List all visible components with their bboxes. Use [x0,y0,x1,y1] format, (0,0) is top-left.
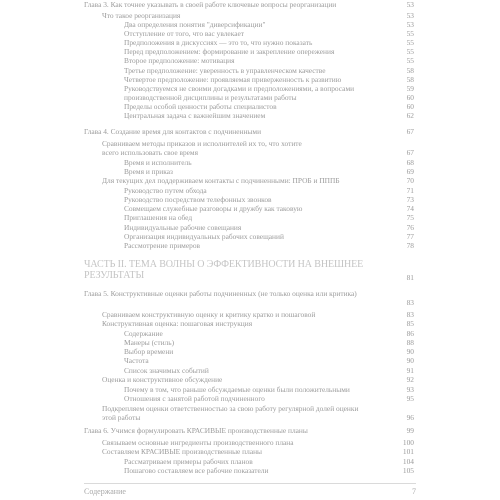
toc-subsection[interactable]: Пошагово составляем все рабочие показатели [124,466,269,475]
toc-page-number: 74 [406,204,414,213]
toc-page-number: 90 [406,347,414,356]
toc-page-number: 60 [406,102,414,111]
toc-section[interactable]: Сравниваем конструктивную оценку и критику кратко и пошаговой [102,310,316,319]
toc-page-number: 58 [406,66,414,75]
toc-subsection[interactable]: Руководствуемся не своими догадками и предположениями, а вопросами [124,84,355,93]
toc-page-number: 58 [406,75,414,84]
toc-page-number: 86 [406,329,414,338]
toc-chapter-3[interactable]: Глава 3. Как точнее указывать в своей работе ключевые вопросы реорганизации [84,0,337,9]
toc-subsection[interactable]: Время и исполнитель [124,158,192,167]
toc-page-number: 53 [406,11,414,20]
toc-page-number: 96 [406,413,414,422]
toc-section[interactable]: Конструктивная оценка: пошаговая инструкция [102,319,253,328]
toc-page-number: 55 [406,38,414,47]
toc-page-number: 92 [406,375,414,384]
toc-page-number: 55 [406,47,414,56]
footer-divider [84,483,416,484]
toc-page-number: 76 [406,223,414,232]
toc-page-number: 104 [402,457,414,466]
toc-page-number: 83 [406,310,414,319]
toc-page-number: 71 [406,186,414,195]
toc-subsection[interactable]: Рассматриваем примеры рабочих планов [124,457,253,466]
toc-page-number: 68 [406,158,414,167]
toc-subsection[interactable]: Приглашения на обед [124,213,193,222]
toc-subsection[interactable]: Рассмотрение примеров [124,241,201,250]
toc-page-number: 100 [402,438,414,447]
toc-subsection[interactable]: Второе предположение: мотивация [124,56,235,65]
toc-subsection[interactable]: Почему в том, что раньше обсуждаемые оценки были положительными [124,385,350,394]
toc-page-number: 99 [406,426,414,435]
toc-section[interactable]: Оценка и конструктивное обсуждение [102,375,223,384]
toc-page-number: 83 [406,298,414,307]
toc-subsection[interactable]: Четвертое предположение: проявляемая приверженность к развитию [124,75,342,84]
toc-subsection[interactable]: Пределы особой ценности работы специалистов [124,102,277,111]
toc-chapter-6[interactable]: Глава 6. Учимся формулировать КРАСИВЫЕ производственные планы [84,426,308,435]
toc-part-heading[interactable]: ЧАСТЬ II. ТЕМА ВОЛНЫ О ЭФФЕКТИВНОСТИ НА ВНЕШНЕЕ РЕЗУЛЬТАТЫ [84,259,364,281]
footer-page-number: 7 [412,487,416,496]
toc-section[interactable]: Подкрепляем оценки ответственностью за свою работу регулярной долей оценки [102,404,359,413]
toc-subsection[interactable]: Манеры (стиль) [124,338,175,347]
toc-subsection[interactable]: Отступление от того, что вас увлекает [124,29,244,38]
toc-subsection[interactable]: Совмещаем служебные разговоры и дружбу как таковую [124,204,303,213]
toc-page-number: 53 [406,20,414,29]
toc-subsection[interactable]: Отношения с занятой работой подчиненного [124,394,265,403]
toc-section-continued[interactable]: этой работы [102,413,141,422]
toc-section-continued[interactable]: всего использовать свое время [102,148,199,157]
toc-page-number: 67 [406,148,414,157]
toc-subsection[interactable]: Предположения в дискуссиях — это то, что нужно показать [124,38,313,47]
toc-subsection[interactable]: Индивидуальные рабочие совещания [124,223,242,232]
toc-page-number: 59 [406,84,414,93]
toc-subsection[interactable]: Организация индивидуальных рабочих совещаний [124,232,284,241]
toc-subsection[interactable]: Выбор времени [124,347,174,356]
toc-page-number: 73 [406,195,414,204]
toc-subsection[interactable]: Список значимых событий [124,366,209,375]
toc-page-number: 77 [406,232,414,241]
toc-page-number: 78 [406,241,414,250]
toc-section[interactable]: Сравниваем методы приказов и исполнителей их то, что хотите [102,139,302,148]
toc-subsection[interactable]: Содержание [124,329,163,338]
toc-subsection[interactable]: Руководство путем обхода [124,186,207,195]
toc-page-number: 91 [406,366,414,375]
toc-page-number: 62 [406,111,414,120]
toc-page-number: 85 [406,319,414,328]
toc-section[interactable]: Связываем основные ингредиенты производственного плана [102,438,294,447]
toc-section[interactable]: Что такое реорганизация [102,11,181,20]
toc-page-number: 90 [406,356,414,365]
toc-chapter-4[interactable]: Глава 4. Создание время для контактов с подчиненными [84,127,262,136]
toc-subsection[interactable]: Время и приказ [124,167,173,176]
toc-page-number: 75 [406,213,414,222]
toc-page-number: 101 [402,447,414,456]
toc-page-number: 70 [406,176,414,185]
toc-page-number: 88 [406,338,414,347]
toc-subsection[interactable]: Перед предположением: формирование и закрепление опережения [124,47,335,56]
toc-page-number: 60 [406,93,414,102]
toc-page-number: 93 [406,385,414,394]
toc-page-number: 105 [402,466,414,475]
toc-subsection[interactable]: Два определения понятия "диверсификации" [124,20,266,29]
toc-section[interactable]: Составляем КРАСИВЫЕ производственные планы [102,447,263,456]
toc-page-number: 53 [406,0,414,9]
toc-page-number: 95 [406,394,414,403]
toc-page-number: 55 [406,29,414,38]
toc-subsection-continued[interactable]: производственной дисциплины и результатами работы [124,93,297,102]
toc-subsection[interactable]: Центральная задача с важнейшим значением [124,111,266,120]
toc-section[interactable]: Для текущих дел поддерживаем контакты с подчиненными: ПРОБ и ПППБ [102,176,340,185]
toc-subsection[interactable]: Частота [124,356,149,365]
toc-subsection[interactable]: Руководство посредством телефонных звонков [124,195,272,204]
footer-running-title: Содержание [84,487,126,496]
toc-page-number: 81 [406,273,414,282]
toc-subsection[interactable]: Третье предположение: уверенность в управленческом качестве [124,66,326,75]
toc-page-number: 69 [406,167,414,176]
toc-page-number: 55 [406,56,414,65]
toc-page-number: 67 [406,127,414,136]
toc-chapter-5[interactable]: Глава 5. Конструктивные оценки работы подчиненных (не только оценка или критика) [84,289,357,298]
